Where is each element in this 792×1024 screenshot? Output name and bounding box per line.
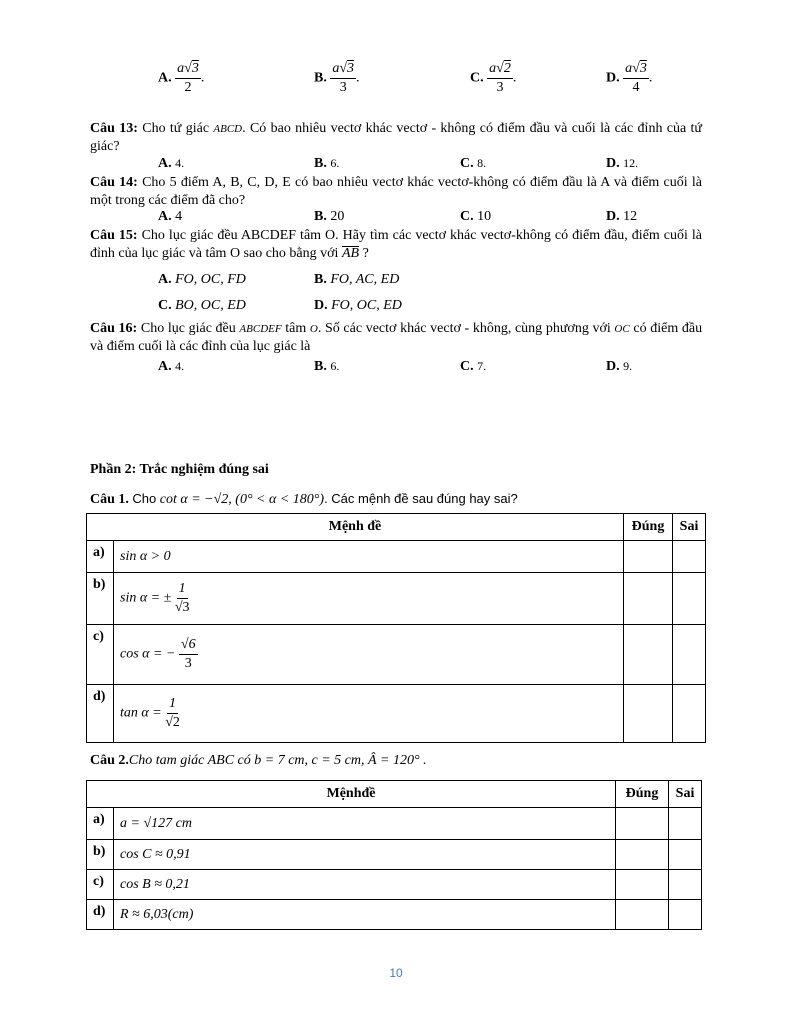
c1-stem: Câu 1. Cho cot α = −√2, (0° < α < 180°). Các mệnh đề sau đúng hay sai? [90,491,518,507]
q12-options [158,60,718,106]
q15-stem: Câu 15: Cho lục giác đều ABCDEF tâm O. Hãy tìm các vectơ khác vectơ-không có điểm đầu, điểm cuối là đỉnh của lục giác và tâm O sao cho bằng với AB ? [90,228,703,261]
table-row: c) cos B ≈ 0,21 [87,870,702,900]
q13-options: A. 4. B. 6. C. 8. D. 12. [158,156,639,171]
c1-b-false-cell[interactable] [673,573,706,625]
c1-header-true: Đúng [624,514,673,541]
q14-options: A. 4 B. 20 C. 10 D. 12 [158,209,638,224]
q12-option-b: B. $\frac{a√3}{3}$ . [314,61,360,95]
c2-stem: Câu 2.Cho tam giác ABC có b = 7 cm, c = 5 cm, Â = 120° . [90,753,427,768]
part2-title: Phần 2: Trắc nghiệm đúng sai [90,462,269,477]
q12-option-c: C. $\frac{a√2}{3}$ . [470,61,517,95]
q15-options-ab: A. FO, OC, FD B. FO, AC, ED [158,272,400,287]
q12-option-d: D. $\frac{a√3}{4}$ . [606,61,653,95]
c1-b-true-cell[interactable] [624,573,673,625]
c2-header-false: Sai [669,781,702,808]
table-row: c) cos α = − $\frac{√6}{3}$ [87,625,706,685]
c1-a-false-cell[interactable] [673,541,706,573]
c2-table [86,780,702,930]
c2-a-true-cell[interactable] [616,808,669,840]
c1-d-true-cell[interactable] [624,685,673,743]
q12-option-a: A. $\frac{a√3}{2}$ . [158,61,205,95]
c2-a-false-cell[interactable] [669,808,702,840]
c2-c-false-cell[interactable] [669,870,702,900]
c1-c-true-cell[interactable] [624,625,673,685]
c2-d-false-cell[interactable] [669,900,702,930]
c1-d-false-cell[interactable] [673,685,706,743]
q16-stem: Câu 16: Cho lục giác đều ABCDEF tâm O. Số các vectơ khác vectơ - không, cùng phương với OC có điểm đầu và điểm cuối là các đỉnh của lục giác là [90,321,703,354]
c2-b-true-cell[interactable] [616,840,669,870]
c2-b-false-cell[interactable] [669,840,702,870]
c2-d-true-cell[interactable] [616,900,669,930]
q16-options: A. 4. B. 6. C. 7. D. 9. [158,359,633,374]
c1-c-false-cell[interactable] [673,625,706,685]
table-row: b) cos C ≈ 0,91 [87,840,702,870]
page-number: 10 [389,966,403,980]
table-row: a) a = √127 cm [87,808,702,840]
table-row: b) sin α = ± $\frac{1}{√3}$ [87,573,706,625]
c1-header-false: Sai [673,514,706,541]
table-row: d) R ≈ 6,03(cm) [87,900,702,930]
q14-stem: Câu 14: Cho 5 điểm A, B, C, D, E có bao nhiêu vectơ khác vectơ-không có điểm đầu là A và điểm cuối là một trong các điểm đã cho? [90,175,703,208]
c2-header-statement: Mệnhđề [87,781,616,808]
q13-stem: Câu 13: Cho tứ giác ABCD. Có bao nhiêu vectơ khác vectơ - không có điểm đầu và cuối là các đỉnh của tứ giác? [90,121,703,154]
c1-header-statement: Mệnh đề [87,514,624,541]
table-row: a) sin α > 0 [87,541,706,573]
c1-table [86,513,706,743]
c2-header-true: Đúng [616,781,669,808]
q15-options-cd: C. BO, OC, ED D. FO, OC, ED [158,298,402,313]
c2-c-true-cell[interactable] [616,870,669,900]
c1-a-true-cell[interactable] [624,541,673,573]
table-row: d) tan α = $\frac{1}{√2}$ [87,685,706,743]
